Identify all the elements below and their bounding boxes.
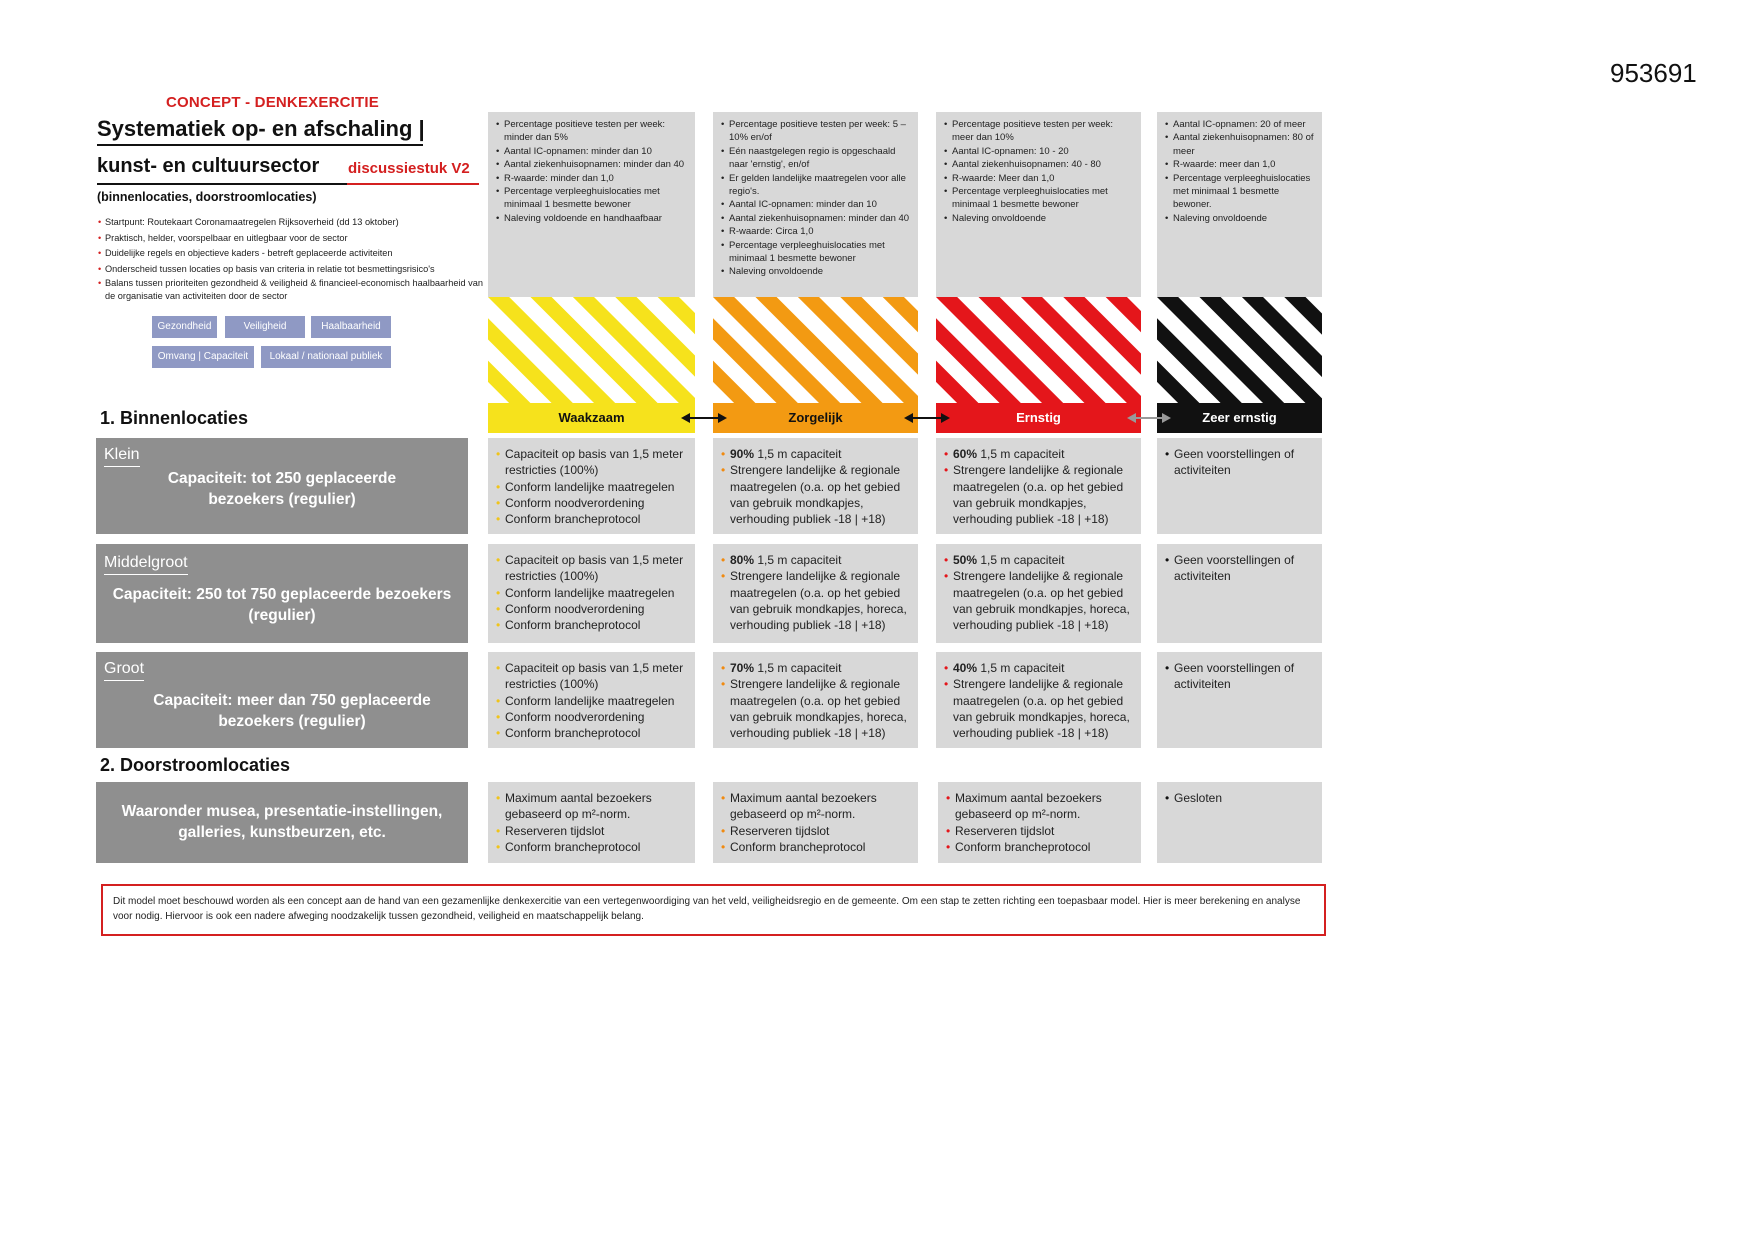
section-binnenlocaties: 1. Binnenlocaties (100, 408, 249, 428)
criteria-zorgelijk (713, 112, 918, 297)
intro-point: • Praktisch, helder, voorspelbaar en uitlegbaar voor de sector (98, 231, 483, 247)
row-description: Waaronder musea, presentatie-instellingen, galleries, kunstbeurzen, etc. (121, 803, 443, 841)
cell-item: • Capaciteit op basis van 1,5 meter restricties (100%) (496, 446, 689, 479)
criteria-item: • Naleving voldoende en handhaafbaar (494, 212, 689, 225)
criteria-item: • Naleving onvoldoende (719, 265, 912, 278)
level-zeer-ernstig: Zeer ernstig (1157, 403, 1322, 433)
criteria-item: • R-waarde: meer dan 1,0 (1163, 158, 1316, 171)
cell-item: • Reserveren tijdslot (496, 823, 689, 839)
concept-label: CONCEPT - DENKEXERCITIE (166, 94, 379, 111)
title-underline-black (97, 183, 347, 185)
cell-item: • Geen voorstellingen of activiteiten (1165, 552, 1316, 585)
cell-item: • Maximum aantal bezoekers gebaseerd op m²-norm. (496, 790, 689, 823)
tag-haalbaarheid: Haalbaarheid (311, 316, 391, 338)
cell-item: • Conform landelijke maatregelen (496, 693, 689, 709)
stripe-zeer-ernstig (1157, 297, 1322, 403)
criteria-zeer-ernstig (1157, 112, 1322, 297)
title-underline (97, 144, 423, 146)
cell-item: • Conform brancheprotocol (721, 839, 912, 855)
row-label-klein (96, 438, 468, 534)
criteria-item: • Percentage verpleeghuislocaties met minimaal 1 besmette bewoner (494, 185, 689, 212)
stripe-zorgelijk (713, 297, 918, 403)
cell-item: • Gesloten (1165, 790, 1316, 806)
double-arrow-icon (1127, 412, 1171, 424)
document-id: 953691 (1610, 58, 1697, 88)
row-label-groot (96, 652, 468, 748)
cell-doorstroom-zeer-ernstig (1157, 782, 1322, 863)
cell-item: • 60% 1,5 m capaciteit (944, 446, 1135, 462)
cell-klein-zorgelijk (713, 438, 918, 534)
cell-doorstroom-ernstig (938, 782, 1141, 863)
cell-item: • Strengere landelijke & regionale maatregelen (o.a. op het gebied van gebruik mondkapjes, verhouding publiek -18 | +18) (721, 462, 912, 527)
cell-item: • Conform landelijke maatregelen (496, 479, 689, 495)
cell-item: • 80% 1,5 m capaciteit (721, 552, 912, 568)
cell-item: • Capaciteit op basis van 1,5 meter restricties (100%) (496, 552, 689, 585)
intro-point: • Duidelijke regels en objectieve kaders - betreft geplaceerde activiteiten (98, 246, 483, 262)
criteria-waakzaam (488, 112, 695, 297)
cell-klein-zeer-ernstig (1157, 438, 1322, 534)
cell-item: • Strengere landelijke & regionale maatregelen (o.a. op het gebied van gebruik mondkapjes, horeca, verhouding publiek -18 | +18) (721, 676, 912, 741)
criteria-item: • Aantal IC-opnamen: 20 of meer (1163, 118, 1316, 131)
cell-doorstroom-waakzaam (488, 782, 695, 863)
criteria-item: • Percentage verpleeghuislocaties met minimaal 1 besmette bewoner (942, 185, 1135, 212)
cell-item: • 70% 1,5 m capaciteit (721, 660, 912, 676)
criteria-item: • Er gelden landelijke maatregelen voor alle regio's. (719, 172, 912, 199)
criteria-item: • R-waarde: minder dan 1,0 (494, 172, 689, 185)
cell-klein-waakzaam (488, 438, 695, 534)
cell-item: • Conform noodverordening (496, 709, 689, 725)
tag-gezondheid: Gezondheid (152, 316, 217, 338)
cell-item: • Geen voorstellingen of activiteiten (1165, 446, 1316, 479)
cell-item: • Strengere landelijke & regionale maatregelen (o.a. op het gebied van gebruik mondkapjes, verhouding publiek -18 | +18) (944, 462, 1135, 527)
criteria-item: • Percentage positieve testen per week: 5 – 10% en/of (719, 118, 912, 145)
cell-item: • Capaciteit op basis van 1,5 meter restricties (100%) (496, 660, 689, 693)
criteria-item: • Percentage verpleeghuislocaties met minimaal 1 besmette bewoner (719, 239, 912, 266)
cell-item: • Maximum aantal bezoekers gebaseerd op m²-norm. (721, 790, 912, 823)
cell-groot-zeer-ernstig (1157, 652, 1322, 748)
criteria-item: • R-waarde: Meer dan 1,0 (942, 172, 1135, 185)
cell-groot-waakzaam (488, 652, 695, 748)
cell-item: • Conform brancheprotocol (496, 511, 689, 527)
cell-item: • 50% 1,5 m capaciteit (944, 552, 1135, 568)
stripe-ernstig (936, 297, 1141, 403)
intro-point: • Startpunt: Routekaart Coronamaatregelen Rijksoverheid (dd 13 oktober) (98, 215, 483, 231)
cell-doorstroom-zorgelijk (713, 782, 918, 863)
row-name: Middelgroot (104, 554, 188, 575)
section-doorstroomlocaties: 2. Doorstroomlocaties (100, 755, 291, 775)
cell-item: • Geen voorstellingen of activiteiten (1165, 660, 1316, 693)
intro-list (98, 215, 483, 303)
cell-item: • 90% 1,5 m capaciteit (721, 446, 912, 462)
cell-middelgroot-waakzaam (488, 544, 695, 643)
row-description: Capaciteit: 250 tot 750 geplaceerde bezoekers (regulier) (112, 586, 452, 624)
criteria-item: • Eén naastgelegen regio is opgeschaald naar 'ernstig', en/of (719, 145, 912, 172)
criteria-item: • Naleving onvoldoende (942, 212, 1135, 225)
row-label-doorstroom (96, 782, 468, 863)
page-title-line2: kunst- en cultuursector (97, 155, 320, 177)
criteria-item: • R-waarde: Circa 1,0 (719, 225, 912, 238)
tag-veiligheid: Veiligheid (225, 316, 305, 338)
row-description: Capaciteit: meer dan 750 geplaceerde bezoekers (regulier) (153, 692, 431, 730)
cell-item: • Conform landelijke maatregelen (496, 585, 689, 601)
cell-item: • 40% 1,5 m capaciteit (944, 660, 1135, 676)
criteria-item: • Percentage verpleeghuislocaties met minimaal 1 besmette bewoner. (1163, 172, 1316, 212)
cell-groot-ernstig (936, 652, 1141, 748)
level-ernstig: Ernstig (936, 403, 1141, 433)
page-subtitle: (binnenlocaties, doorstroomlocaties) (97, 190, 317, 204)
discussion-label: discussiestuk V2 (348, 160, 470, 177)
cell-item: • Conform brancheprotocol (496, 839, 689, 855)
row-description: Capaciteit: tot 250 geplaceerde bezoekers (regulier) (167, 470, 397, 508)
cell-item: • Conform brancheprotocol (496, 725, 689, 741)
level-waakzaam: Waakzaam (488, 403, 695, 433)
tag-lokaal-nationaal: Lokaal / nationaal publiek (261, 346, 391, 368)
criteria-item: • Aantal IC-opnamen: 10 - 20 (942, 145, 1135, 158)
cell-item: • Reserveren tijdslot (721, 823, 912, 839)
cell-klein-ernstig (936, 438, 1141, 534)
cell-groot-zorgelijk (713, 652, 918, 748)
intro-point: • Onderscheid tussen locaties op basis van criteria in relatie tot besmettingsrisico's (98, 262, 483, 278)
cell-item: • Strengere landelijke & regionale maatregelen (o.a. op het gebied van gebruik mondkapjes, horeca, verhouding publiek -18 | +18) (944, 676, 1135, 741)
cell-item: • Conform noodverordening (496, 495, 689, 511)
cell-middelgroot-zeer-ernstig (1157, 544, 1322, 643)
cell-item: • Maximum aantal bezoekers gebaseerd op m²-norm. (946, 790, 1135, 823)
criteria-item: • Percentage positieve testen per week: minder dan 5% (494, 118, 689, 145)
cell-item: • Conform brancheprotocol (496, 617, 689, 633)
row-name: Groot (104, 660, 144, 681)
criteria-item: • Aantal IC-opnamen: minder dan 10 (494, 145, 689, 158)
criteria-item: • Aantal ziekenhuisopnamen: minder dan 40 (494, 158, 689, 171)
cell-item: • Conform brancheprotocol (946, 839, 1135, 855)
cell-item: • Reserveren tijdslot (946, 823, 1135, 839)
cell-middelgroot-ernstig (936, 544, 1141, 643)
cell-item: • Conform noodverordening (496, 601, 689, 617)
row-name: Klein (104, 446, 140, 467)
criteria-item: • Aantal ziekenhuisopnamen: 40 - 80 (942, 158, 1135, 171)
row-label-middelgroot (96, 544, 468, 643)
level-zorgelijk: Zorgelijk (713, 403, 918, 433)
criteria-item: • Aantal ziekenhuisopnamen: minder dan 40 (719, 212, 912, 225)
footnote-box: Dit model moet beschouwd worden als een concept aan de hand van een gezamenlijke denkexercitie van een vertegenwoordiging van het veld, veiligheidsregio en de gemeente. Om een stap te zetten richting een toepasbaar model. Hier is meer berekening en analyse voor nodig. Hiervoor is ook een nadere afweging noodzakelijk tussen gezondheid, veiligheid en maatschappelijk belang. (101, 884, 1326, 936)
double-arrow-icon (681, 412, 727, 424)
stripe-waakzaam (488, 297, 695, 403)
cell-item: • Strengere landelijke & regionale maatregelen (o.a. op het gebied van gebruik mondkapjes, horeca, verhouding publiek -18 | +18) (944, 568, 1135, 633)
intro-point: • Balans tussen prioriteiten gezondheid & veiligheid & financieel-economisch haalbaarheid van de organisatie van activiteiten door de sector (98, 277, 483, 303)
criteria-item: • Aantal ziekenhuisopnamen: 80 of meer (1163, 131, 1316, 158)
criteria-item: • Aantal IC-opnamen: minder dan 10 (719, 198, 912, 211)
tag-omvang-capaciteit: Omvang | Capaciteit (152, 346, 254, 368)
double-arrow-icon (904, 412, 950, 424)
criteria-item: • Naleving onvoldoende (1163, 212, 1316, 225)
cell-item: • Strengere landelijke & regionale maatregelen (o.a. op het gebied van gebruik mondkapjes, horeca, verhouding publiek -18 | +18) (721, 568, 912, 633)
page-title-line1: Systematiek op- en afschaling | (97, 116, 425, 141)
cell-middelgroot-zorgelijk (713, 544, 918, 643)
title-underline-red (347, 183, 479, 185)
criteria-item: • Percentage positieve testen per week: meer dan 10% (942, 118, 1135, 145)
criteria-ernstig (936, 112, 1141, 297)
